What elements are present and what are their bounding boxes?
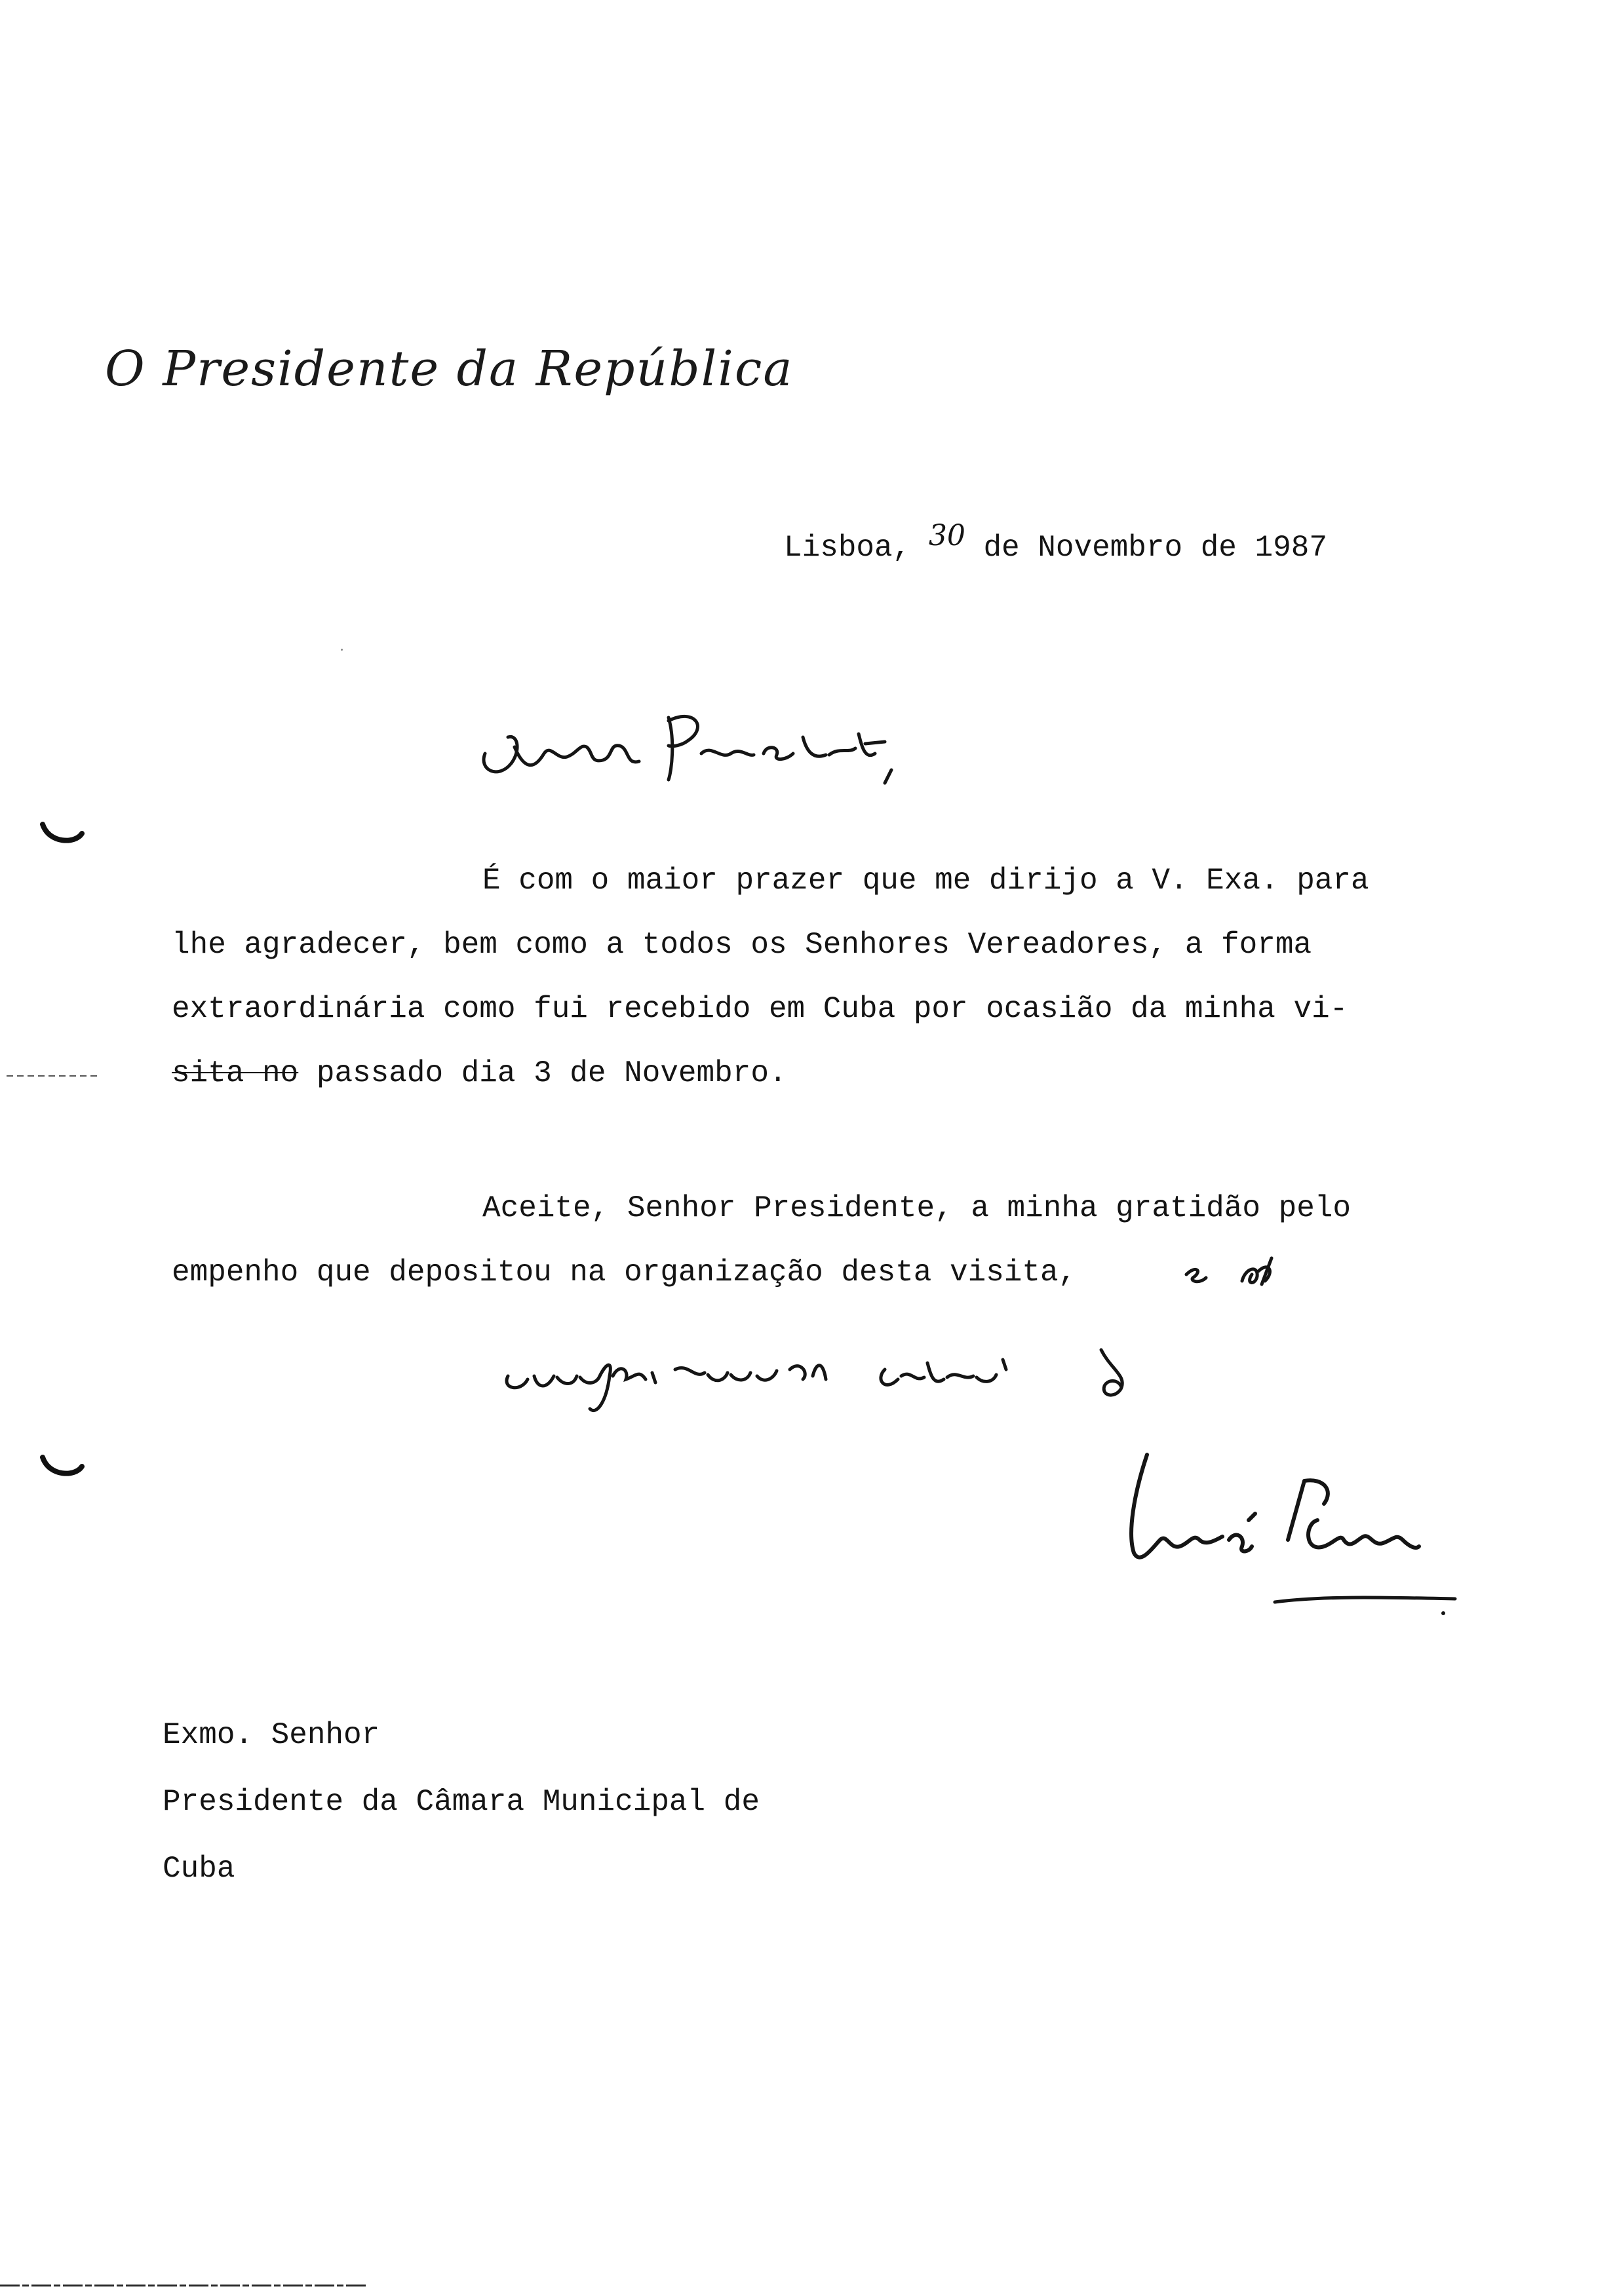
addressee-line1: Exmo. Senhor: [163, 1718, 380, 1752]
scan-edge-line: [0, 2283, 367, 2289]
paragraph1-line2: lhe agradecer, bem como a todos os Senhores Vereadores, a forma: [172, 928, 1312, 962]
date-line: [784, 519, 1327, 565]
struck-text: sita no: [172, 1056, 299, 1090]
handwritten-salutation: [472, 708, 931, 793]
addressee-line3: Cuba: [163, 1852, 235, 1886]
scan-speck: [341, 649, 343, 651]
addressee-line2: Presidente da Câmara Municipal de: [163, 1785, 760, 1819]
punch-hole-mark: [39, 1452, 85, 1478]
date-prefix: Lisboa,: [784, 531, 911, 565]
paragraph2-line1: Aceite, Senhor Presidente, a minha gratidão pelo: [482, 1191, 1352, 1225]
paragraph2-line2: empenho que depositou na organização desta visita,: [172, 1255, 1077, 1290]
paragraph1-line4-rest: passado dia 3 de Novembro.: [316, 1056, 787, 1090]
handwritten-addition: [1180, 1252, 1285, 1291]
paragraph1-line4: [172, 1056, 787, 1090]
paragraph1-line1: É com o maior prazer que me dirijo a V. Exa. para: [482, 864, 1369, 898]
paragraph1-line3: extraordinária como fui recebido em Cuba por ocasião da minha vi-: [172, 992, 1348, 1026]
date-suffix: de Novembro de 1987: [983, 531, 1327, 565]
margin-dash-line: [7, 1075, 98, 1077]
punch-hole-mark: [39, 819, 85, 845]
signature: [1108, 1442, 1475, 1632]
handwritten-closing: [498, 1324, 1180, 1422]
date-day-handwritten: 30: [928, 519, 965, 552]
letterhead-title: O Presidente da República: [105, 341, 794, 397]
